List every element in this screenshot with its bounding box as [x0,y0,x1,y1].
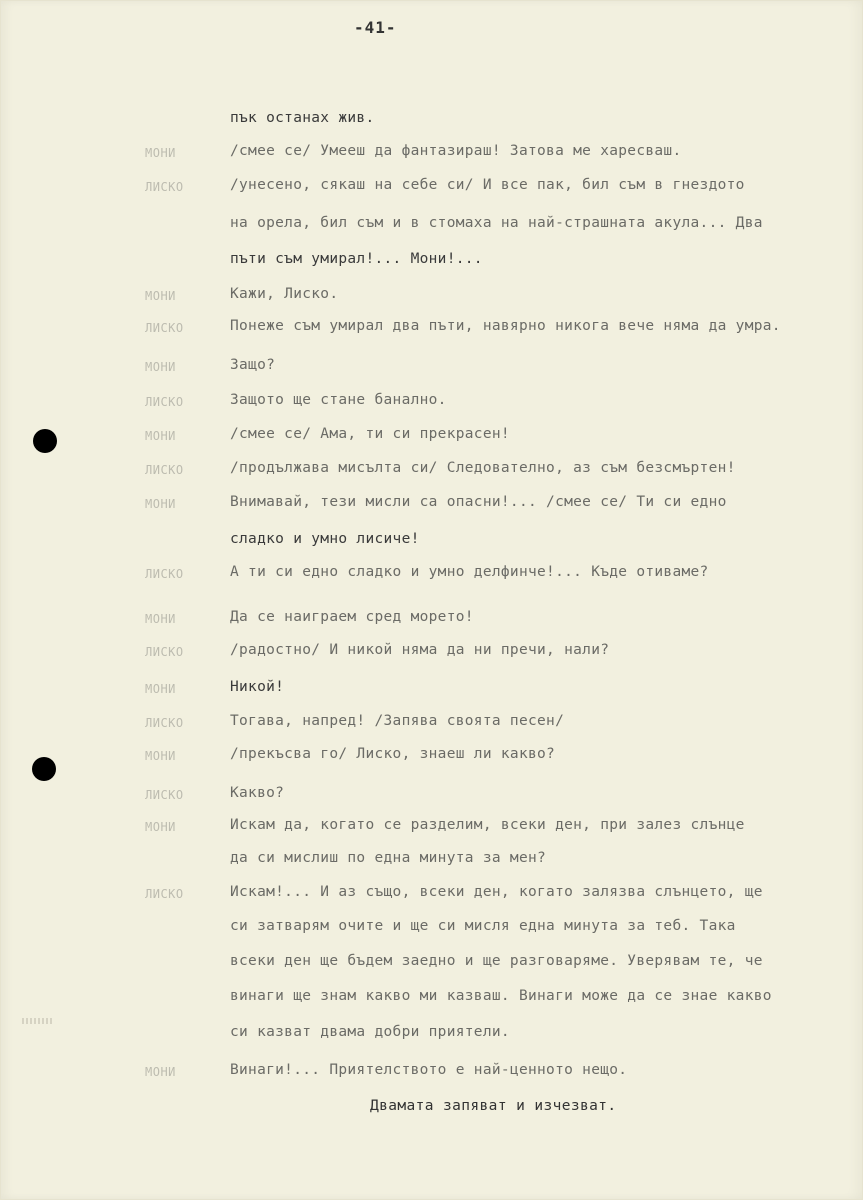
speaker-name: ЛИСКО [145,788,184,802]
line-text: /смее се/ Ама, ти си прекрасен! [230,426,510,442]
script-line [0,110,863,134]
script-line [0,564,863,588]
script-line [0,1062,863,1086]
script-line [0,953,863,977]
script-line [0,143,863,167]
line-text: Винаги!... Приятелството е най-ценното нещо. [230,1062,628,1078]
speaker-name: ЛИСКО [145,321,184,335]
script-line [0,785,863,809]
line-text: си казват двама добри приятели. [230,1024,510,1040]
script-line [0,817,863,841]
line-text: да си мислиш по една минута за мен? [230,850,547,866]
line-text: си затварям очите и ще си мисля една минута за теб. Така [230,918,736,934]
speaker-name: МОНИ [145,612,176,626]
script-line [0,988,863,1012]
script-line [0,251,863,275]
line-text: пъти съм умирал!... Мони!... [230,251,483,267]
line-text: Искам!... И аз също, всеки ден, когато залязва слънцето, ще [230,884,763,900]
script-line [0,713,863,737]
script-line [0,177,863,201]
line-text: Внимавай, тези мисли са опасни!... /смее се/ Ти си едно [230,494,727,510]
script-line [0,215,863,239]
line-text: /радостно/ И никой няма да ни пречи, нали? [230,642,610,658]
line-text: винаги ще знам какво ми казваш. Винаги може да се знае какво [230,988,772,1004]
line-text: пък останах жив. [230,110,375,126]
speaker-name: МОНИ [145,429,176,443]
line-text: Никой! [230,679,285,695]
script-line [0,494,863,518]
speaker-name: МОНИ [145,682,176,696]
line-text: /продължава мисълта си/ Следователно, аз съм безсмъртен! [230,460,736,476]
line-text: Какво? [230,785,285,801]
line-text: Да се наиграем сред морето! [230,609,474,625]
line-text: всеки ден ще бъдем заедно и ще разговаряме. Уверявам те, че [230,953,763,969]
speaker-name: МОНИ [145,497,176,511]
line-text: Тогава, напред! /Запява своята песен/ [230,713,565,729]
line-text: Понеже съм умирал два пъти, навярно никога вече няма да умра. [230,318,781,334]
stage-direction: Двамата запяват и изчезват. [370,1098,617,1114]
line-text: А ти си едно сладко и умно делфинче!... Къде отиваме? [230,564,709,580]
speaker-name: МОНИ [145,360,176,374]
speaker-name: ЛИСКО [145,463,184,477]
script-line [0,460,863,484]
speaker-name: ЛИСКО [145,887,184,901]
script-line [0,850,863,874]
speaker-name: МОНИ [145,1065,176,1079]
script-line [0,642,863,666]
script-line [0,884,863,908]
speaker-name: ЛИСКО [145,395,184,409]
line-text: /прекъсва го/ Лиско, знаеш ли какво? [230,746,556,762]
script-line [0,286,863,310]
speaker-name: ЛИСКО [145,180,184,194]
line-text: /унесено, сякаш на себе си/ И все пак, бил съм в гнездото [230,177,745,193]
line-text: Кажи, Лиско. [230,286,339,302]
script-line [0,918,863,942]
script-line [0,531,863,555]
speaker-name: МОНИ [145,749,176,763]
script-line [0,357,863,381]
speaker-name: ЛИСКО [145,567,184,581]
page-number: -41- [354,18,397,37]
line-text: Защото ще стане банално. [230,392,447,408]
script-line [0,609,863,633]
line-text: /смее се/ Умееш да фантазираш! Затова ме харесваш. [230,143,682,159]
speaker-name: ЛИСКО [145,645,184,659]
script-line [0,1024,863,1048]
speaker-name: МОНИ [145,820,176,834]
line-text: на орела, бил съм и в стомаха на най-страшната акула... Два [230,215,763,231]
speaker-name: МОНИ [145,289,176,303]
line-text: Защо? [230,357,276,373]
script-line [0,426,863,450]
speaker-name: МОНИ [145,146,176,160]
script-line [0,318,863,342]
speaker-name: ЛИСКО [145,716,184,730]
line-text: Искам да, когато се разделим, всеки ден, при залез слънце [230,817,745,833]
line-text: сладко и умно лисиче! [230,531,420,547]
script-line [0,679,863,703]
script-line [0,746,863,770]
script-line [0,392,863,416]
